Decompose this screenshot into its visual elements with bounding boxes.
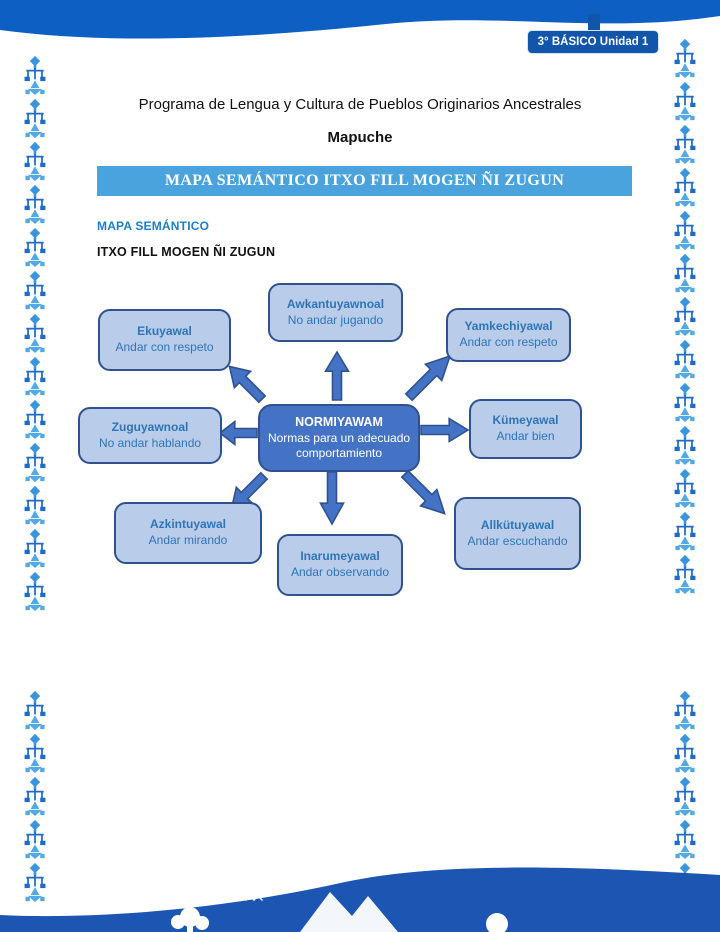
arrow-right-icon: [421, 419, 468, 442]
mapuche-motif-icon: [670, 733, 700, 773]
mapuche-motif-icon: [20, 184, 50, 224]
culture-name: Mapuche: [327, 129, 393, 146]
node-title: Yamkechiyawal: [464, 319, 553, 334]
section-subheading: ITXO FILL MOGEN ÑI ZUGUN: [97, 245, 276, 259]
mapuche-motif-icon: [670, 468, 700, 508]
mapuche-motif-icon: [20, 227, 50, 267]
mapuche-motif-icon: [20, 313, 50, 353]
mapuche-motif-icon: [20, 270, 50, 310]
node-subtitle: No andar jugando: [287, 312, 384, 327]
mapuche-motif-icon: [20, 442, 50, 482]
arrow-left-icon: [220, 422, 257, 445]
section-heading: MAPA SEMÁNTICO: [97, 219, 210, 233]
unit-badge: [527, 30, 659, 54]
mapuche-motif-icon: [670, 382, 700, 422]
mapuche-motif-icon: [20, 399, 50, 439]
node-title: Allkütuyawal: [480, 517, 555, 532]
node-subtitle: Andar observando: [290, 565, 390, 579]
mapuche-motif-icon: [20, 528, 50, 568]
mapuche-motif-icon: [670, 210, 700, 250]
node-kumeyawal: [469, 399, 582, 459]
node-center-normiyawam: [258, 404, 420, 472]
arrow-down-right-icon: [397, 466, 453, 522]
mapuche-motif-icon: [670, 819, 700, 859]
mapuche-motif-icon: [20, 141, 50, 181]
node-subtitle: Normas para un adecuado comportamiento: [267, 430, 411, 461]
banner-title: MAPA SEMÁNTICO ITXO FILL MOGEN ÑI ZUGUN: [164, 172, 565, 189]
node-title: Inarumeyawal: [300, 549, 380, 564]
node-subtitle: Andar bien: [496, 429, 555, 443]
node-title: Azkintuyawal: [149, 517, 227, 532]
program-title: Programa de Lengua y Cultura de Pueblos Originarios Ancestrales: [138, 96, 582, 113]
mapuche-motif-icon: [20, 485, 50, 525]
mapuche-motif-icon: [20, 356, 50, 396]
mapuche-motif-icon: [20, 819, 50, 859]
mapuche-motif-icon: [670, 38, 700, 78]
mapuche-motif-icon: [670, 339, 700, 379]
node-subtitle: No andar hablando: [98, 435, 202, 450]
arrow-up-icon: [326, 352, 349, 400]
mapuche-motif-icon: [670, 425, 700, 465]
node-yamkechiyawal: [446, 308, 571, 362]
mapuche-motif-icon: [20, 733, 50, 773]
mapuche-motif-icon: [670, 167, 700, 207]
node-inarumeyawal: [277, 534, 403, 596]
unit-badge-label: 3° BÁSICO Unidad 1: [537, 36, 649, 48]
node-subtitle: Andar con respeto: [115, 340, 214, 354]
arrow-down-icon: [321, 472, 344, 524]
mapuche-motif-icon: [20, 55, 50, 95]
right-border-ornament-top: [670, 38, 700, 594]
mapuche-motif-icon: [670, 690, 700, 730]
node-allkutuyawal: [454, 497, 581, 570]
footer-wave: [0, 860, 720, 932]
node-title: Awkantuyawnoal: [286, 296, 385, 311]
node-zuguyawnoal: [78, 407, 222, 464]
node-awkantuyawnoal: [268, 283, 403, 342]
node-subtitle: Andar mirando: [148, 533, 228, 547]
mapuche-motif-icon: [20, 776, 50, 816]
banner-title-bar: [97, 166, 632, 196]
node-title: Ekuyawal: [137, 324, 192, 339]
node-subtitle: Andar escuchando: [467, 533, 568, 548]
node-title: Zuguyawnoal: [111, 419, 189, 434]
mapuche-motif-icon: [670, 554, 700, 594]
mapuche-motif-icon: [670, 253, 700, 293]
node-title: NORMIYAWAM: [295, 415, 383, 430]
node-subtitle: Andar con respeto: [459, 335, 558, 349]
node-title: Kümeyawal: [492, 413, 559, 428]
mapuche-motif-icon: [670, 776, 700, 816]
mapuche-motif-icon: [670, 296, 700, 336]
mapuche-motif-icon: [20, 571, 50, 611]
node-ekuyawal: [98, 309, 231, 371]
mapuche-motif-icon: [20, 690, 50, 730]
node-azkintuyawal: [114, 502, 262, 564]
mapuche-motif-icon: [670, 511, 700, 551]
